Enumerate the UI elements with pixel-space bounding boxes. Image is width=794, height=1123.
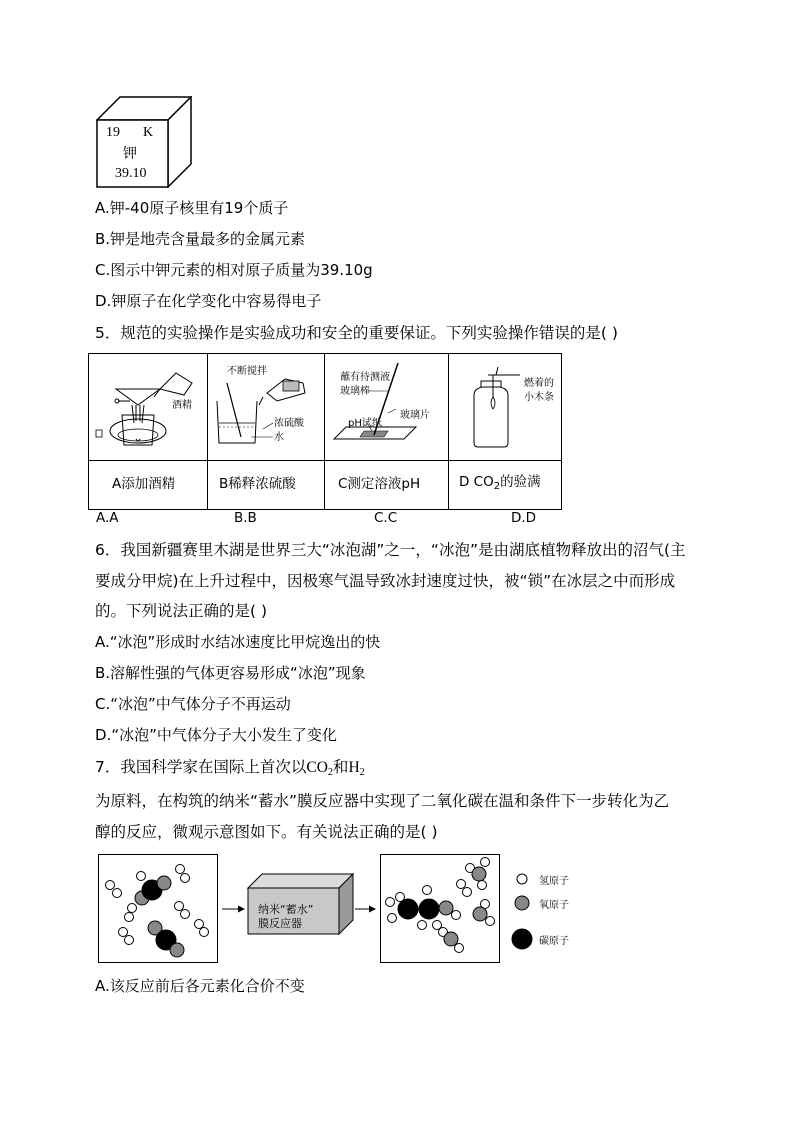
legend-hydrogen: 氢原子 — [539, 876, 569, 887]
reactor-label-line2: 膜反应器 — [258, 917, 302, 930]
q4-option-a: A.钾-40原子核里有19个质子 — [95, 199, 289, 217]
reaction-diagram-svg — [96, 852, 596, 967]
label-ph-paper: pH试纸 — [348, 418, 382, 429]
q6-option-d: D.“冰泡”中气体分子大小发生了变化 — [95, 726, 337, 744]
label-stir: 不断搅拌 — [227, 366, 267, 377]
element-name: 钾 — [123, 146, 137, 162]
label-glass-rod: 玻璃棒 — [340, 386, 370, 397]
q7-reaction-diagram — [96, 852, 596, 967]
q5-option-b: B.B — [234, 510, 257, 526]
caption-a: A添加酒精 — [112, 476, 176, 492]
q5-experiment-table — [88, 353, 562, 510]
reactor-label-line1: 纳米“蓄水” — [258, 903, 314, 916]
co2-test-figure — [448, 353, 561, 460]
q4-option-b: B.钾是地壳含量最多的金属元素 — [95, 230, 306, 248]
label-glass-plate: 玻璃片 — [400, 410, 430, 421]
label-stick: 小木条 — [524, 392, 554, 403]
caption-d: D $CO_2$的验满 — [459, 474, 541, 492]
legend-hydrogen-symbol — [517, 874, 527, 884]
q4-option-c: C.图示中钾元素的相对原子质量为39.10g — [95, 261, 373, 279]
q7-stem-line2: 为原料，在构筑的纳米“蓄水”膜反应器中实现了二氧化碳在温和条件下一步转化为乙 — [95, 792, 670, 810]
q7-stem-line1: 7．我国科学家在国际上首次以$CO_2$和$H_2$ — [95, 758, 365, 778]
q7-stem-line3: 醇的反应，微观示意图如下。有关说法正确的是( ) — [95, 823, 438, 841]
label-dipped: 蘸有待测液 — [340, 372, 390, 383]
caption-c: C测定溶液pH — [338, 476, 421, 492]
q5-options — [96, 510, 576, 528]
label-alcohol: 酒精 — [172, 400, 192, 411]
q6-stem-line3: 的。下列说法正确的是( ) — [95, 602, 268, 620]
atomic-mass: 39.10 — [115, 166, 147, 181]
legend-carbon: 碳原子 — [539, 936, 569, 947]
q5-option-a: A.A — [96, 510, 119, 526]
q5-option-c: C.C — [374, 510, 398, 526]
label-burning: 燃着的 — [524, 378, 554, 389]
label-water: 水 — [274, 432, 284, 443]
q6-option-a: A.“冰泡”形成时水结冰速度比甲烷逸出的快 — [95, 633, 381, 651]
label-conc-acid: 浓硫酸 — [274, 418, 304, 429]
q6-option-c: C.“冰泡”中气体分子不再运动 — [95, 695, 291, 713]
q6-stem-line1: 6．我国新疆赛里木湖是世界三大“冰泡湖”之一，“冰泡”是由湖底植物释放出的沼气(主 — [95, 541, 686, 559]
q7-option-a: A.该反应前后各元素化合价不变 — [95, 977, 305, 995]
q6-stem-line2: 要成分甲烷)在上升过程中，因极寒气温导致冰封速度过快，被“锁”在冰层之中而形成 — [95, 572, 676, 590]
q4-option-d: D.钾原子在化学变化中容易得电子 — [95, 292, 322, 310]
legend-carbon-symbol — [512, 929, 532, 949]
element-symbol: K — [143, 125, 154, 140]
atomic-number: 19 — [106, 125, 120, 140]
caption-b: B稀释浓硫酸 — [219, 476, 296, 492]
q6-option-b: B.溶解性强的气体更容易形成“冰泡”现象 — [95, 664, 366, 682]
q5-stem: 5．规范的实验操作是实验成功和安全的重要保证。下列实验操作错误的是( ) — [95, 324, 618, 342]
legend-oxygen-symbol — [515, 896, 529, 910]
legend-oxygen: 氧原子 — [539, 900, 569, 911]
q5-option-d: D.D — [511, 510, 537, 526]
element-card — [96, 96, 192, 188]
